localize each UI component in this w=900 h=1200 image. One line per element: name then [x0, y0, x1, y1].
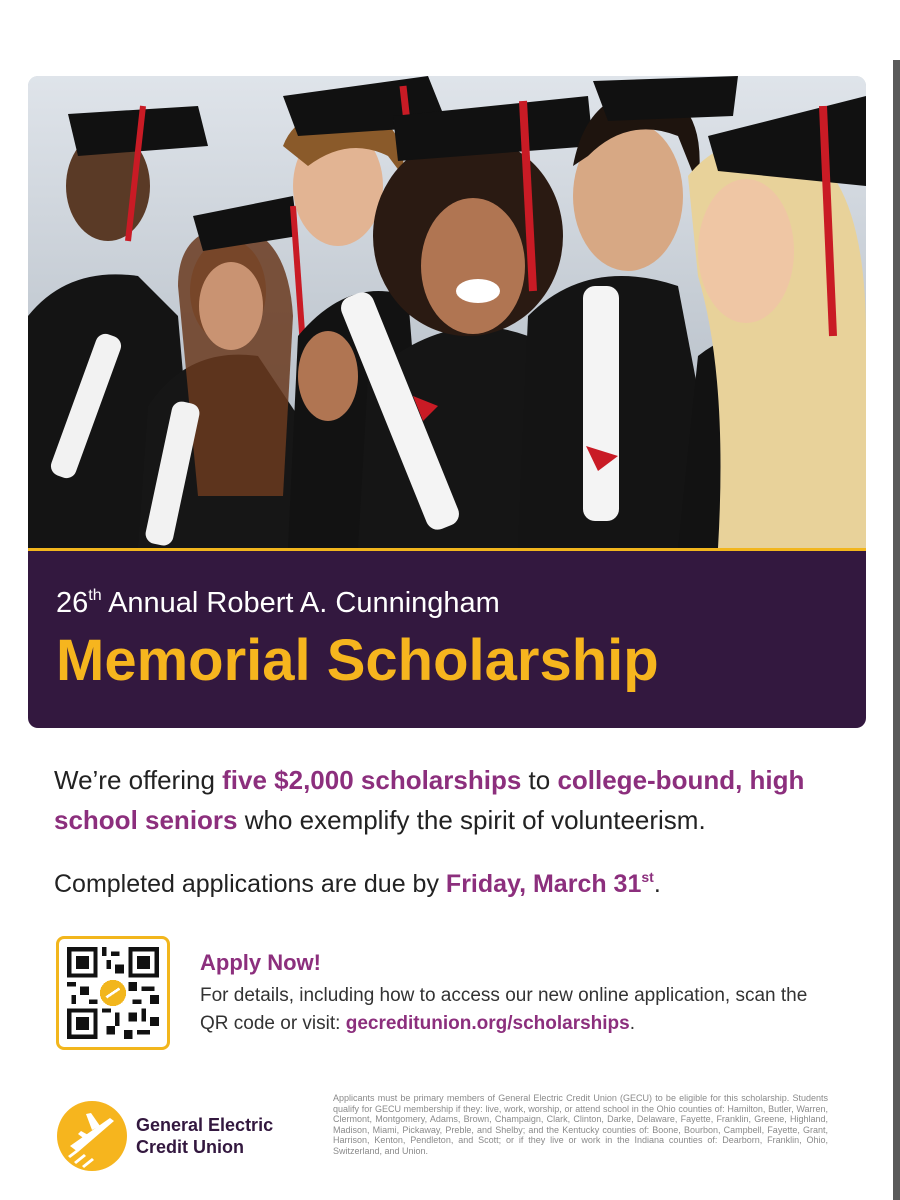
apply-section [200, 948, 840, 1038]
title-banner [28, 551, 866, 728]
qr-code[interactable] [56, 936, 170, 1050]
apply-title: Apply Now! [200, 950, 321, 975]
eligibility-fine-print: Applicants must be primary members of General Electric Credit Union (GECU) to be eligible for this scholarship. Students qualify for GECU membership if they: live, work, worship, or attend school in the Ohio counties of: Hamilton, Butler, Warren, Clermont, Montgomery, Adams, Brown, Champaign, Clark, Clinton, Darke, Delaware, Fayette, Franklin, Greene, Highland, Madison, Miami, Pickaway, Preble, and Shelby; and the Kentucky counties of: Boone, Bourbon, Campbell, Fayette, Grant, Harrison, Kenton, Pendleton, and Scott; or if they live or work in the Indiana counties of: Dearborn, Franklin, Ohio, Switzerland, and Union. [333, 1093, 828, 1156]
qr-code-icon [67, 947, 159, 1039]
graduates-photo [28, 76, 866, 548]
banner-title: Memorial Scholarship [56, 628, 659, 693]
logo-text: General Electric Credit Union [136, 1115, 274, 1157]
due-date-paragraph: Completed applications are due by Friday, March 31st. [54, 869, 661, 898]
gecu-logo [56, 1100, 316, 1176]
banner-subtitle: 26th Annual Robert A. Cunningham [56, 587, 500, 619]
offer-paragraph: We’re offering five $2,000 scholarships to college-bound, high school seniors who exemplify the spirit of volunteerism. [54, 765, 805, 835]
airplane-logo-icon [56, 1100, 128, 1172]
apply-text: For details, including how to access our new online application, scan the QR code or visit: gecreditunion.org/scholarships. [200, 985, 808, 1034]
scrollbar[interactable] [893, 60, 900, 1200]
scholarship-link[interactable]: gecreditunion.org/scholarships [345, 1013, 630, 1034]
